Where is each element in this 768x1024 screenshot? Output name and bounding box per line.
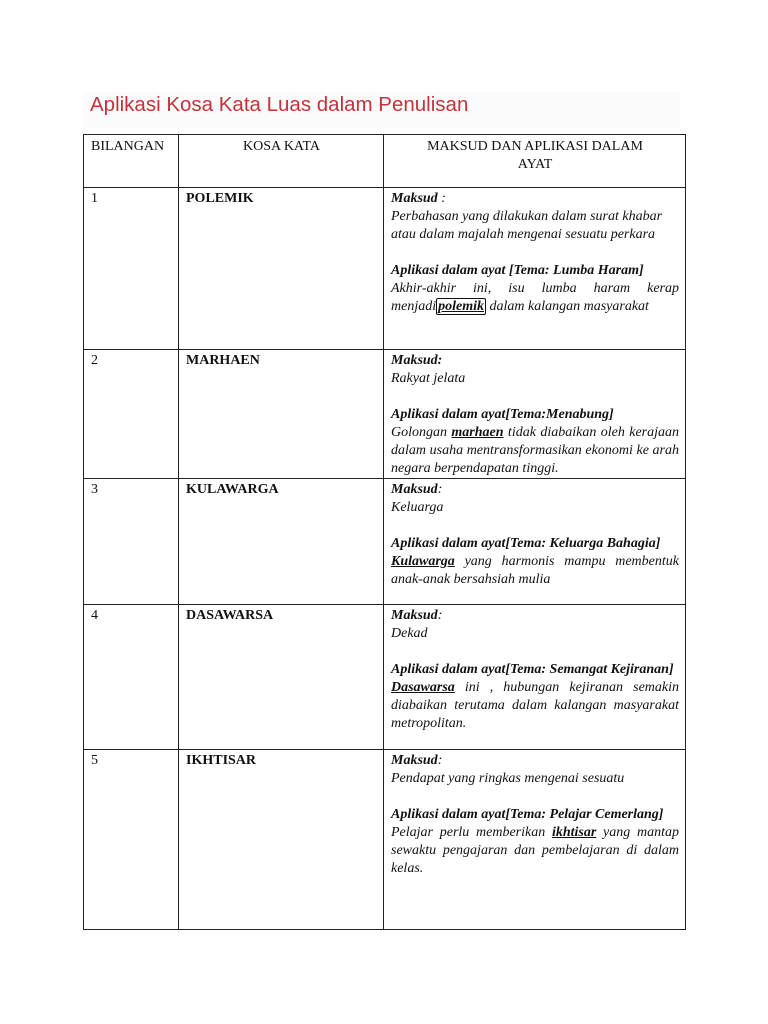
row-number: 1 bbox=[84, 188, 179, 350]
example-sentence: Akhir-akhir ini, isu lumba haram kerap menjadi polemik dalam kalangan masyarakat bbox=[391, 281, 679, 314]
keyword: Kulawarga bbox=[391, 554, 455, 569]
row-detail bbox=[384, 479, 686, 605]
row-detail bbox=[384, 750, 686, 930]
row-word: KULAWARGA bbox=[179, 479, 384, 605]
table-row bbox=[84, 188, 686, 350]
aplikasi-label: Aplikasi dalam ayat[Tema: Semangat Kejiranan] bbox=[391, 662, 674, 677]
meaning-text: Rakyat jelata bbox=[391, 371, 466, 386]
meaning-text: Perbahasan yang dilakukan dalam surat khabar atau dalam majalah mengenai sesuatu perkara bbox=[391, 209, 663, 242]
header-maksud-line1: MAKSUD DAN APLIKASI DALAM bbox=[427, 139, 643, 154]
maksud-label: Maksud: bbox=[391, 608, 443, 623]
row-word: MARHAEN bbox=[179, 350, 384, 479]
header-maksud-line2: AYAT bbox=[517, 157, 553, 172]
example-sentence: Golongan marhaen tidak diabaikan oleh kerajaan dalam usaha mentransformasikan ekonomi ke arah negara berpendapatan tinggi. bbox=[391, 425, 679, 476]
table-header-row bbox=[84, 135, 686, 188]
row-word: POLEMIK bbox=[179, 188, 384, 350]
aplikasi-label: Aplikasi dalam ayat[Tema:Menabung] bbox=[391, 407, 614, 422]
header-maksud-aplikasi bbox=[384, 135, 686, 188]
maksud-label: Maksud : bbox=[391, 191, 446, 206]
meaning-text: Pendapat yang ringkas mengenai sesuatu bbox=[391, 771, 625, 786]
keyword: Dasawarsa bbox=[391, 680, 455, 695]
row-detail bbox=[384, 605, 686, 750]
keyword: marhaen bbox=[451, 425, 504, 440]
maksud-label: Maksud: bbox=[391, 353, 443, 368]
row-number: 5 bbox=[84, 750, 179, 930]
keyword: polemik bbox=[438, 299, 484, 314]
row-detail bbox=[384, 350, 686, 479]
maksud-label: Maksud: bbox=[391, 482, 443, 497]
row-word: IKHTISAR bbox=[179, 750, 384, 930]
example-sentence: Dasawarsa ini , hubungan kejiranan semakin diabaikan terutama dalam kalangan masyarakat metropolitan. bbox=[391, 680, 679, 731]
example-sentence: Kulawarga yang harmonis mampu membentuk anak-anak bersahsiah mulia bbox=[391, 554, 679, 587]
meaning-text: Dekad bbox=[391, 626, 428, 641]
example-sentence: Pelajar perlu memberikan ikhtisar yang mantap sewaktu pengajaran dan pembelajaran di dalam kelas. bbox=[391, 825, 679, 876]
maksud-label: Maksud: bbox=[391, 753, 443, 768]
document-title: Aplikasi Kosa Kata Luas dalam Penulisan bbox=[83, 92, 680, 128]
table-row bbox=[84, 605, 686, 750]
table-row bbox=[84, 350, 686, 479]
row-number: 2 bbox=[84, 350, 179, 479]
header-kosa-kata: KOSA KATA bbox=[179, 135, 384, 188]
row-number: 3 bbox=[84, 479, 179, 605]
header-bilangan: BILANGAN bbox=[84, 135, 179, 188]
aplikasi-label: Aplikasi dalam ayat [Tema: Lumba Haram] bbox=[391, 263, 644, 278]
table-row bbox=[84, 750, 686, 930]
aplikasi-label: Aplikasi dalam ayat[Tema: Pelajar Cemerlang] bbox=[391, 807, 664, 822]
row-number: 4 bbox=[84, 605, 179, 750]
keyword: ikhtisar bbox=[551, 825, 597, 840]
aplikasi-label: Aplikasi dalam ayat[Tema: Keluarga Bahagia] bbox=[391, 536, 661, 551]
vocabulary-table bbox=[83, 134, 686, 930]
meaning-text: Keluarga bbox=[391, 500, 444, 515]
row-detail bbox=[384, 188, 686, 350]
table-row bbox=[84, 479, 686, 605]
row-word: DASAWARSA bbox=[179, 605, 384, 750]
